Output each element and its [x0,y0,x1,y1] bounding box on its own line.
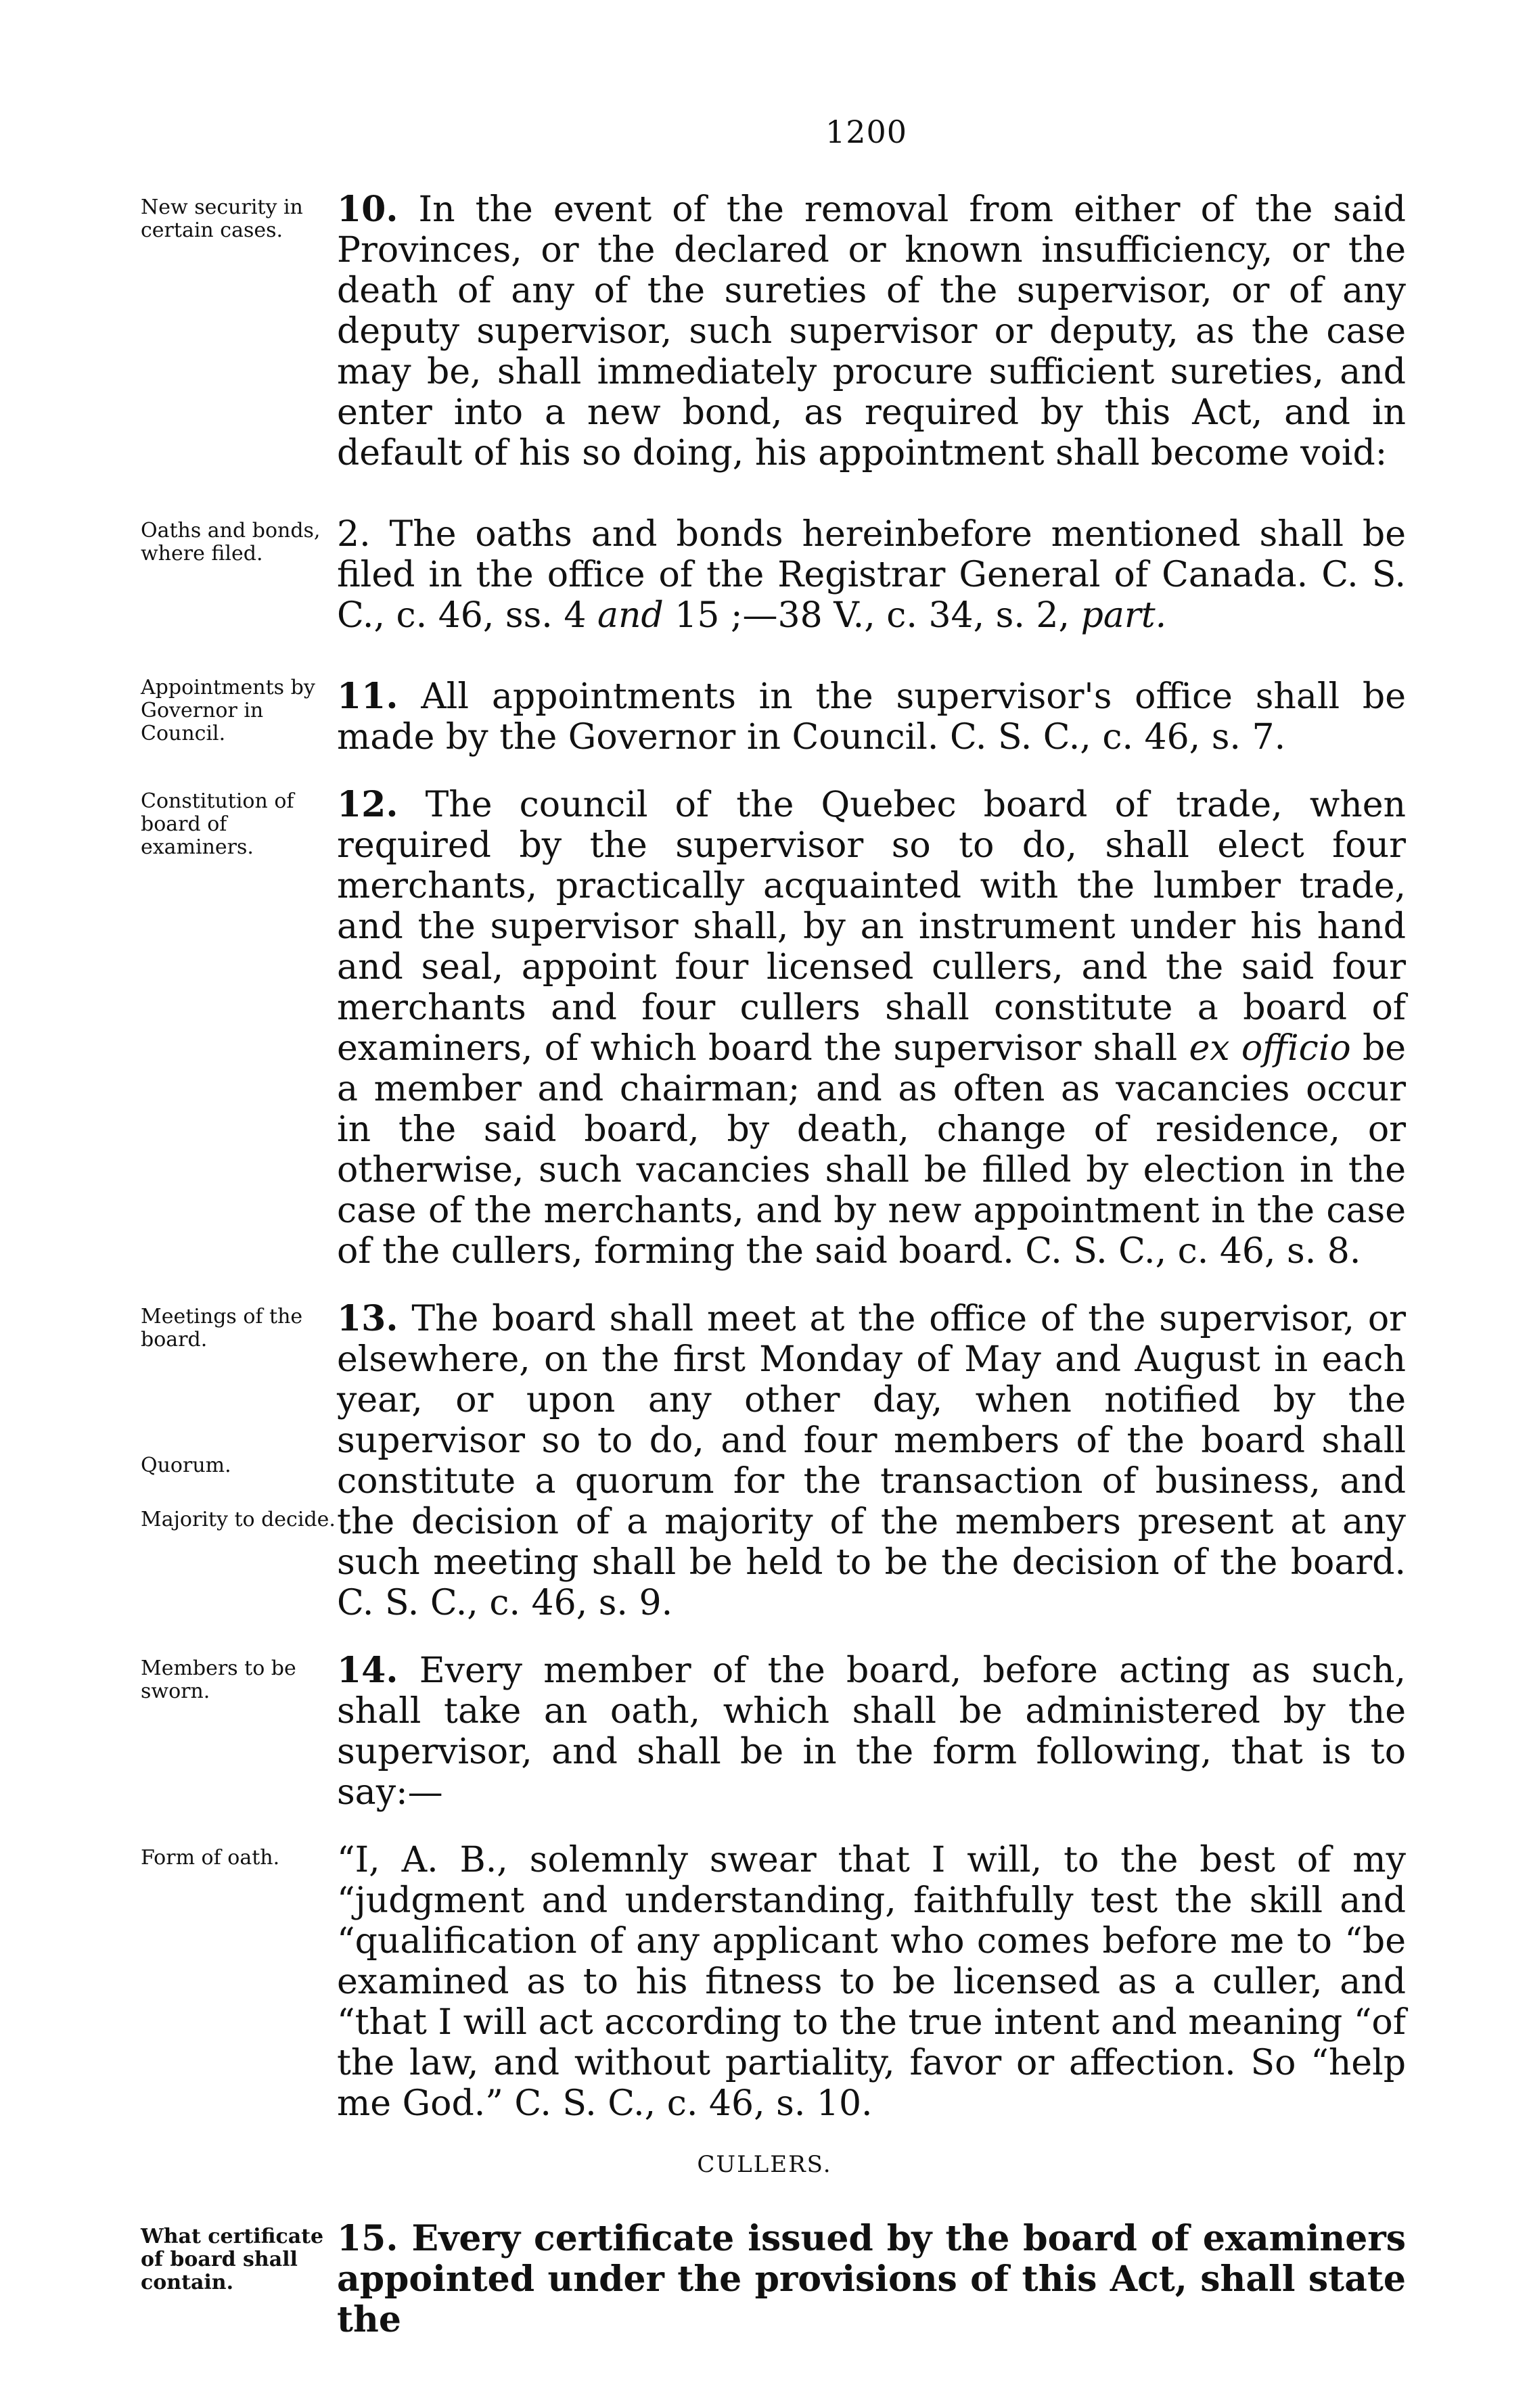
section-10-subsection-2 [337,514,1406,636]
section-10 [337,189,1406,473]
heading-cullers: CULLERS. [697,2151,832,2178]
italic-and: and [597,595,664,636]
section-text: Every member of the board, before acting as such, shall take an oath, which shall be administered by the supervisor, and shall be in the form following, that is to say:— [337,1650,1406,1813]
section-14 [337,1650,1406,1813]
margin-note-certificate: What certificate of board shall contain. [141,2225,324,2294]
margin-note-form-of-oath: Form of oath. [141,1846,280,1870]
section-number: 13. [337,1298,398,1339]
section-number: 12. [337,784,398,825]
margin-note-meetings: Meetings of the board. [141,1305,303,1351]
section-11 [337,676,1406,758]
page-number: 1200 [825,114,908,150]
section-15 [337,2219,1406,2340]
margin-note-constitution: Constitution of board of examiners. [141,789,294,859]
section-12 [337,785,1406,1272]
oath-text: “I, A. B., solemnly swear that I will, to the best of my “judgment and understanding, faithfully test the skill and “qualification of any applicant who comes before me to “be examined as to his fitness to be licensed as a culler, and “that I will act according to the true intent and meaning “of the law, and without partiality, favor or affection. So “help me God.” C. S. C., c. 46, s. 10. [337,1840,1406,2124]
margin-note-quorum: Quorum. [141,1454,231,1477]
section-number: 11. [337,676,398,717]
section-text: The council of the Quebec board of trade, when required by the supervisor so to do, shall elect four merchants, practically acquainted with the lumber trade, and the supervisor shall, by an instrument under his hand and seal, appoint four licensed cullers, and the said four merchants and four cullers shall constitute a board of examiners, of which board the supervisor shall [337,785,1406,1069]
section-text: All appointments in the supervisor's office shall be made by the Governor in Council. C. S. C., c. 46, s. 7. [337,676,1406,758]
section-text: In the event of the removal from either of the said Provinces, or the declared or known insufficiency, or the death of any of the sureties of the supervisor, or of any deputy supervisor, such supervisor or deputy, as the case may be, shall immediately procure sufficient sureties, and enter into a new bond, as required by this Act, and in default of his so doing, his appointment shall become void: [337,189,1406,473]
margin-note-oaths-bonds: Oaths and bonds, where filed. [141,519,321,565]
section-text-cont: 15 ;—38 V., c. 34, s. 2, [675,595,1070,636]
section-number: 10. [337,189,398,230]
section-number: 14. [337,1650,398,1691]
margin-note-members-sworn: Members to be sworn. [141,1657,296,1703]
section-number: 15. [337,2218,398,2259]
section-text: The board shall meet at the office of the supervisor, or elsewhere, on the first Monday of May and August in each year, or upon any other day, when notified by the supervisor so to do, and four members of the board shall constitute a quorum for the transaction of business, and the decision of a majority of the members present at any such meeting shall be held to be the decision of the board. C. S. C., c. 46, s. 9. [337,1299,1407,1623]
section-text-cont: be a member and chairman; and as often as vacancies occur in the said board, by death, change of residence, or otherwise, such vacancies shall be filled by election in the case of the merchants, and by new appointment in the case of the cullers, forming the said board. C. S. C., c. 46, s. 8. [337,1028,1407,1272]
section-13 [337,1299,1406,1623]
section-text: Every certificate issued by the board of examiners appointed under the provisions of this Act, shall state the [337,2218,1406,2340]
margin-note-new-security: New security in certain cases. [141,195,303,242]
italic-ex-officio: ex officio [1189,1028,1351,1069]
italic-part: part. [1080,595,1167,636]
margin-note-appointments: Appointments by Governor in Council. [141,676,315,745]
section-text: 2. The oaths and bonds hereinbefore mentioned shall be filed in the office of the Registrar General of Canada. C. S. C., c. 46, ss. 4 [337,514,1406,636]
margin-note-majority: Majority to decide. [141,1508,336,1531]
